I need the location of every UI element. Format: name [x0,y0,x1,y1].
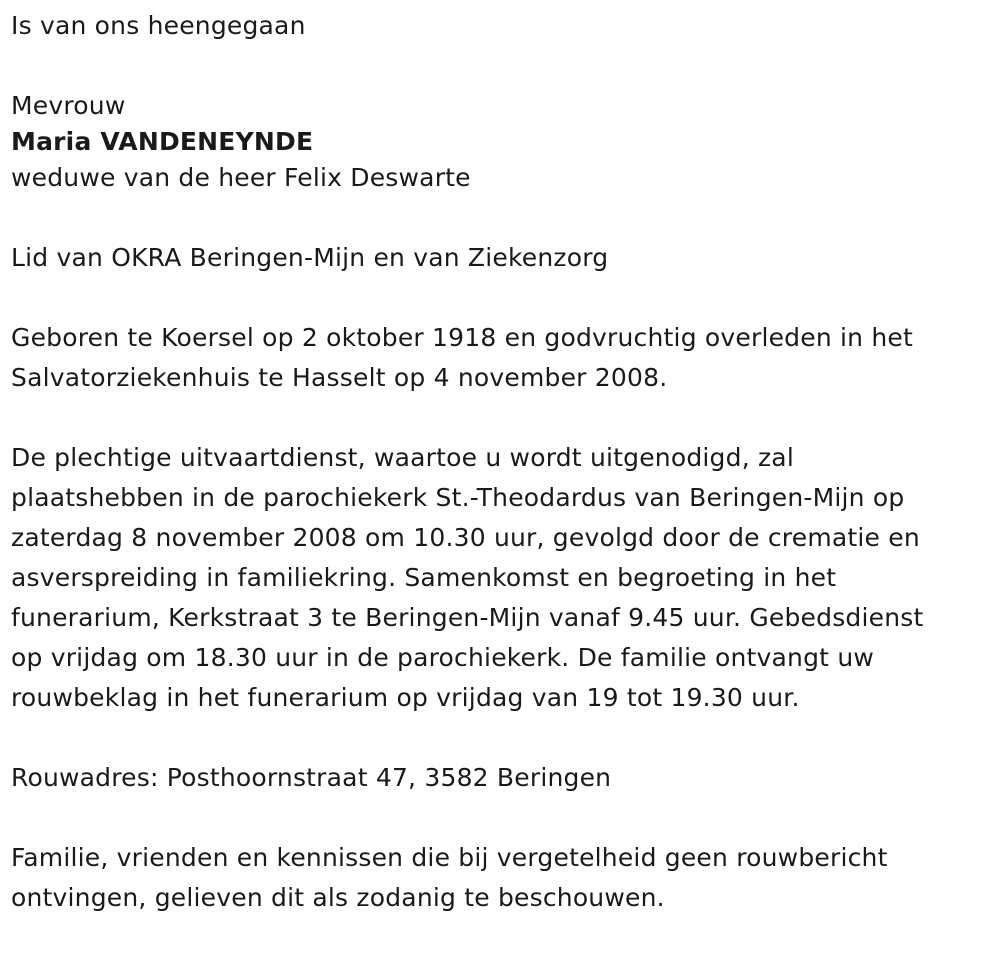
paragraph-line: ontvingen, gelieven dit als zodanig te beschouwen. [11,883,665,912]
spacer [11,198,991,238]
paragraph-line: funerarium, Kerkstraat 3 te Beringen-Mijn vanaf 9.45 uur. Gebedsdienst [11,603,924,632]
paragraph-line: zaterdag 8 november 2008 om 10.30 uur, gevolgd door de crematie en [11,523,920,552]
paragraph-line: plaatshebben in de parochiekerk St.-Theodardus van Beringen-Mijn op [11,483,905,512]
spacer [11,398,991,438]
paragraph-line: Familie, vrienden en kennissen die bij vergetelheid geen rouwbericht [11,843,888,872]
death-notice [11,6,991,918]
salutation: Mevrouw [11,91,126,120]
spacer [11,46,991,86]
spacer [11,798,991,838]
paragraph-line: rouwbeklag in het funerarium op vrijdag van 19 tot 19.30 uur. [11,683,800,712]
mourning-address: Rouwadres: Posthoornstraat 47, 3582 Beringen [11,763,612,792]
membership-text: Lid van OKRA Beringen-Mijn en van Ziekenzorg [11,243,609,272]
spacer [11,718,991,758]
spacer [11,278,991,318]
paragraph-line: Geboren te Koersel op 2 oktober 1918 en godvruchtig overleden in het [11,323,913,352]
intro-text: Is van ons heengegaan [11,11,306,40]
paragraph-line: op vrijdag om 18.30 uur in de parochiekerk. De familie ontvangt uw [11,643,875,672]
service-paragraph [11,438,991,718]
closing-paragraph [11,838,991,918]
widow-of-text: weduwe van de heer Felix Deswarte [11,163,471,192]
paragraph-line: De plechtige uitvaartdienst, waartoe u wordt uitgenodigd, zal [11,443,794,472]
deceased-name: Maria VANDENEYNDE [11,127,314,156]
birth-death-paragraph [11,318,991,398]
paragraph-line: Salvatorziekenhuis te Hasselt op 4 november 2008. [11,363,668,392]
paragraph-line: asverspreiding in familiekring. Samenkomst en begroeting in het [11,563,837,592]
